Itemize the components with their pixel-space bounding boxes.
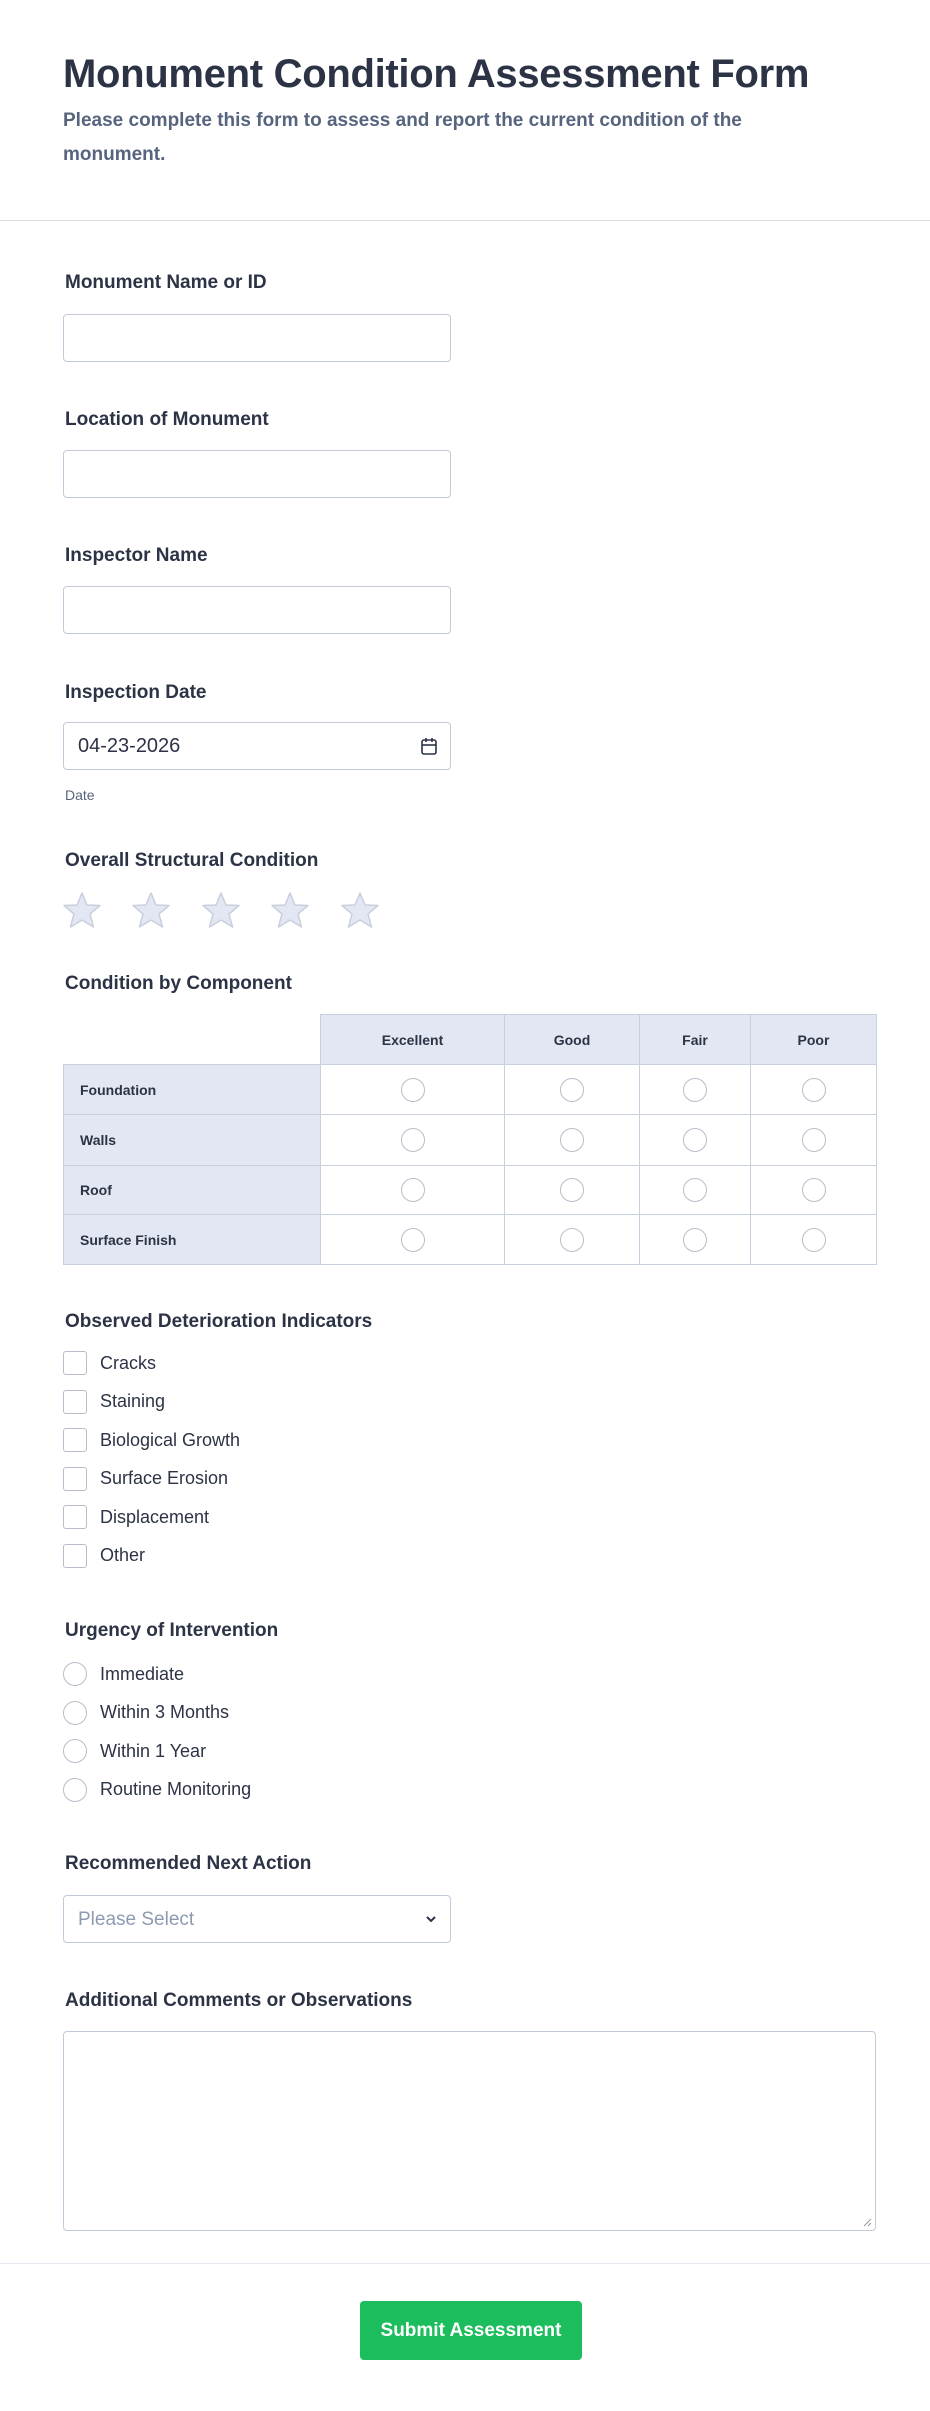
matrix-row-header: Surface Finish <box>63 1214 321 1265</box>
matrix-radio[interactable] <box>560 1078 584 1102</box>
monument-name-label: Monument Name or ID <box>65 272 267 293</box>
form-subtitle: Please complete this form to assess and report the current condition of the monument. <box>63 110 742 165</box>
deterioration-option[interactable] <box>63 1427 240 1453</box>
radio-button[interactable] <box>63 1778 87 1802</box>
matrix-cell <box>750 1165 877 1215</box>
matrix-row-header: Roof <box>63 1165 321 1215</box>
deterioration-label: Observed Deterioration Indicators <box>65 1311 373 1332</box>
location-input[interactable] <box>63 450 451 498</box>
radio-button[interactable] <box>63 1662 87 1686</box>
next-action-select[interactable] <box>63 1895 451 1943</box>
deterioration-option[interactable] <box>63 1504 209 1530</box>
inspection-date-input[interactable] <box>63 722 451 770</box>
rating-star-1[interactable] <box>62 890 102 930</box>
rating-star-2[interactable] <box>131 890 171 930</box>
deterioration-option[interactable] <box>63 1466 228 1492</box>
checkbox[interactable] <box>63 1351 87 1375</box>
matrix-cell <box>504 1114 640 1166</box>
option-label: Within 1 Year <box>100 1740 207 1761</box>
radio-button[interactable] <box>63 1701 87 1725</box>
chevron-down-icon <box>424 1912 438 1926</box>
checkbox[interactable] <box>63 1467 87 1491</box>
matrix-column-header: Poor <box>750 1014 877 1065</box>
rating-star-4[interactable] <box>270 890 310 930</box>
option-label: Surface Erosion <box>100 1468 229 1488</box>
matrix-radio[interactable] <box>802 1228 826 1252</box>
option-label: Immediate <box>100 1663 185 1684</box>
matrix-radio[interactable] <box>683 1178 707 1202</box>
matrix-cell <box>639 1165 751 1215</box>
condition-matrix <box>63 1014 876 1264</box>
matrix-label: Condition by Component <box>65 973 292 994</box>
matrix-cell <box>320 1214 505 1265</box>
matrix-radio[interactable] <box>683 1228 707 1252</box>
header-divider <box>0 220 930 221</box>
monument-name-input[interactable] <box>63 314 451 362</box>
matrix-row-header: Walls <box>63 1114 321 1166</box>
rating-star-3[interactable] <box>201 890 241 930</box>
form-title: Monument Condition Assessment Form <box>63 52 810 96</box>
matrix-row-header: Foundation <box>63 1064 321 1115</box>
checkbox[interactable] <box>63 1505 87 1529</box>
option-label: Cracks <box>100 1352 157 1373</box>
rating-star-5[interactable] <box>340 890 380 930</box>
matrix-radio[interactable] <box>802 1128 826 1152</box>
deterioration-option[interactable] <box>63 1389 165 1415</box>
urgency-option[interactable] <box>63 1738 206 1764</box>
matrix-radio[interactable] <box>683 1128 707 1152</box>
matrix-cell <box>639 1064 751 1115</box>
matrix-cell <box>320 1114 505 1166</box>
matrix-radio[interactable] <box>802 1078 826 1102</box>
rating-label: Overall Structural Condition <box>65 850 319 871</box>
option-label: Biological Growth <box>100 1429 241 1450</box>
checkbox[interactable] <box>63 1544 87 1568</box>
calendar-icon[interactable] <box>420 736 438 756</box>
location-label: Location of Monument <box>65 409 269 430</box>
matrix-radio[interactable] <box>401 1128 425 1152</box>
matrix-radio[interactable] <box>401 1078 425 1102</box>
matrix-cell <box>639 1114 751 1166</box>
matrix-cell <box>504 1165 640 1215</box>
deterioration-option[interactable] <box>63 1543 145 1569</box>
matrix-radio[interactable] <box>401 1228 425 1252</box>
matrix-radio[interactable] <box>802 1178 826 1202</box>
matrix-cell <box>504 1064 640 1115</box>
submit-button[interactable]: Submit Assessment <box>360 2301 582 2360</box>
date-value: 04-23-2026 <box>78 735 181 757</box>
date-sublabel: Date <box>65 787 95 803</box>
resize-handle-icon[interactable] <box>863 2218 872 2227</box>
option-label: Other <box>100 1545 146 1565</box>
urgency-option[interactable] <box>63 1661 184 1687</box>
option-label: Routine Monitoring <box>100 1779 252 1799</box>
urgency-option[interactable] <box>63 1777 251 1803</box>
matrix-radio[interactable] <box>560 1228 584 1252</box>
comments-label: Additional Comments or Observations <box>65 1990 413 2011</box>
matrix-radio[interactable] <box>560 1178 584 1202</box>
checkbox[interactable] <box>63 1428 87 1452</box>
urgency-label: Urgency of Intervention <box>65 1620 279 1641</box>
matrix-column-header: Good <box>504 1014 640 1065</box>
inspection-date-label: Inspection Date <box>65 682 207 703</box>
deterioration-option[interactable] <box>63 1350 156 1376</box>
matrix-column-header: Fair <box>639 1014 751 1065</box>
matrix-cell <box>750 1114 877 1166</box>
matrix-radio[interactable] <box>683 1078 707 1102</box>
urgency-option[interactable] <box>63 1700 229 1726</box>
matrix-radio[interactable] <box>401 1178 425 1202</box>
matrix-column-header: Excellent <box>320 1014 505 1065</box>
matrix-cell <box>320 1165 505 1215</box>
select-placeholder: Please Select <box>78 1909 195 1930</box>
matrix-cell <box>504 1214 640 1265</box>
matrix-cell <box>750 1214 877 1265</box>
option-label: Staining <box>100 1391 166 1411</box>
matrix-radio[interactable] <box>560 1128 584 1152</box>
inspector-label: Inspector Name <box>65 545 208 566</box>
option-label: Within 3 Months <box>100 1702 230 1722</box>
matrix-cell <box>320 1064 505 1115</box>
matrix-cell <box>639 1214 751 1265</box>
next-action-label: Recommended Next Action <box>65 1853 312 1874</box>
checkbox[interactable] <box>63 1390 87 1414</box>
option-label: Displacement <box>100 1506 210 1527</box>
footer-divider <box>0 2263 930 2264</box>
radio-button[interactable] <box>63 1739 87 1763</box>
inspector-input[interactable] <box>63 586 451 634</box>
comments-textarea[interactable] <box>63 2031 876 2231</box>
matrix-cell <box>750 1064 877 1115</box>
